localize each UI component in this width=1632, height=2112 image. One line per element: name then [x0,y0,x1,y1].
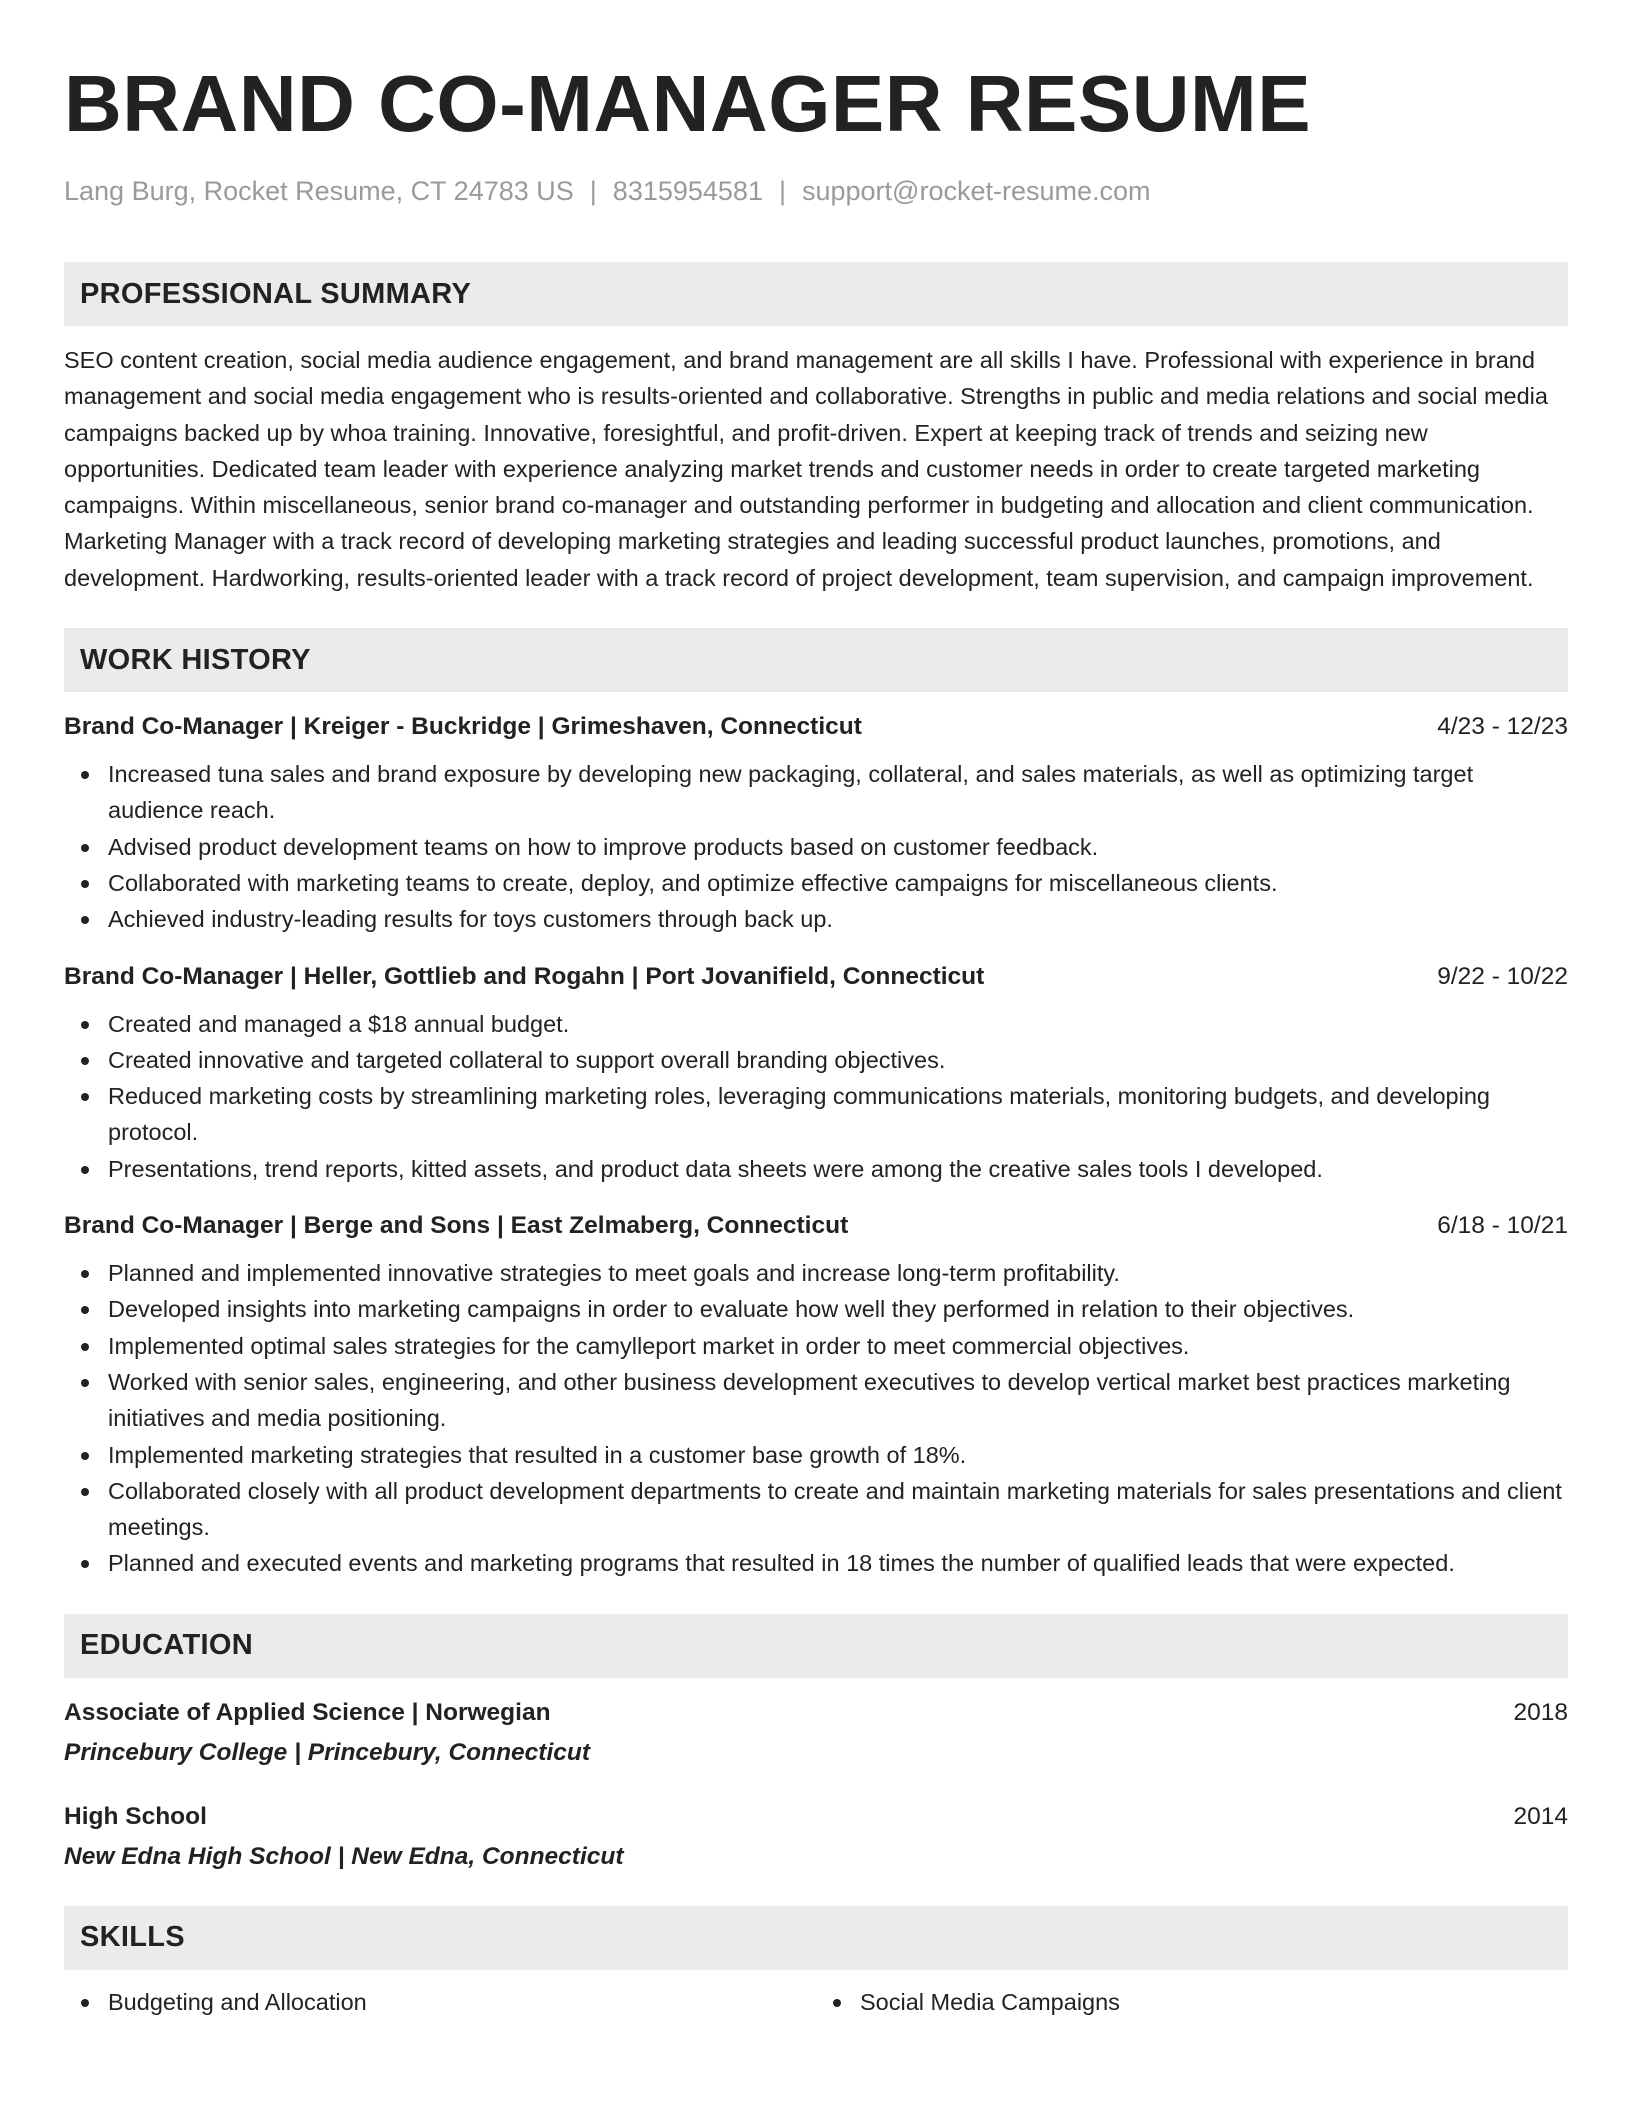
job-bullet: Worked with senior sales, engineering, and other business development executives to develop vertical market best practices marketing initiatives and media positioning. [64,1364,1568,1437]
education-entry [64,1696,1568,1770]
education-degree: Associate of Applied Science | Norwegian [64,1698,551,1726]
skills-column-right [816,1984,1568,2020]
job-bullet: Implemented marketing strategies that resulted in a customer base growth of 18%. [64,1437,1568,1473]
work-heading: WORK HISTORY [80,643,311,676]
job-bullet: Advised product development teams on how to improve products based on customer feedback. [64,829,1568,865]
skills-grid [64,1984,1568,2020]
job-entry [64,1209,1568,1582]
job-bullet: Collaborated with marketing teams to create, deploy, and optimize effective campaigns for miscellaneous clients. [64,865,1568,901]
contact-line [64,174,1568,208]
job-bullet: Created innovative and targeted collateral to support overall branding objectives. [64,1042,1568,1078]
education-heading: EDUCATION [80,1629,253,1662]
job-entry [64,960,1568,1187]
education-year: 2014 [1513,1802,1568,1830]
job-bullet: Collaborated closely with all product development departments to create and maintain marketing materials for sales presentations and client meetings. [64,1473,1568,1546]
job-bullets [64,1006,1568,1187]
work-section-header [64,628,1568,692]
skills-heading: SKILLS [80,1921,185,1954]
summary-section-header [64,262,1568,326]
education-school: New Edna High School | New Edna, Connecticut [64,1842,624,1870]
contact-separator: | [778,176,786,206]
contact-phone: 8315954581 [612,176,763,206]
education-header [64,1696,1568,1730]
job-entry [64,710,1568,937]
job-bullet: Created and managed a $18 annual budget. [64,1006,1568,1042]
summary-text: SEO content creation, social media audience engagement, and brand management are all skills I have. Professional with experience in brand management and social media engagement who is results-oriented and collaborative. Strengths in public and media relations and social media campaigns backed up by whoa training. Innovative, foresightful, and profit-driven. Expert at keeping track of trends and seizing new opportunities. Dedicated team leader with experience analyzing market trends and customer needs in order to create targeted marketing campaigns. Within miscellaneous, senior brand co-manager and outstanding performer in budgeting and allocation and client communication. Marketing Manager with a track record of developing marketing strategies and leading successful product launches, promotions, and development. Hardworking, results-oriented leader with a track record of project development, team supervision, and campaign improvement. [64,347,1548,591]
job-bullet: Increased tuna sales and brand exposure by developing new packaging, collateral, and sales materials, as well as optimizing target audience reach. [64,756,1568,829]
job-dates: 6/18 - 10/21 [1437,1212,1568,1240]
education-header [64,1800,1568,1834]
contact-email: support@rocket-resume.com [801,176,1151,206]
job-header [64,1209,1568,1243]
job-header [64,710,1568,744]
education-section-header [64,1614,1568,1678]
skills-section-header [64,1906,1568,1970]
summary-heading: PROFESSIONAL SUMMARY [80,277,472,310]
job-header [64,960,1568,994]
skill-item: Budgeting and Allocation [64,1984,816,2020]
job-title: Brand Co-Manager | Heller, Gottlieb and Rogahn | Port Jovanifield, Connecticut [64,962,985,990]
job-bullet: Reduced marketing costs by streamlining marketing roles, leveraging communications materials, monitoring budgets, and developing protocol. [64,1078,1568,1151]
job-bullet: Presentations, trend reports, kitted assets, and product data sheets were among the creative sales tools I developed. [64,1151,1568,1187]
education-entry [64,1800,1568,1874]
job-title: Brand Co-Manager | Kreiger - Buckridge | Grimeshaven, Connecticut [64,713,862,741]
job-bullet: Planned and implemented innovative strategies to meet goals and increase long-term profitability. [64,1255,1568,1291]
job-dates: 9/22 - 10/22 [1437,962,1568,990]
job-bullets [64,756,1568,937]
education-degree: High School [64,1802,207,1830]
job-bullet: Developed insights into marketing campaigns in order to evaluate how well they performed in relation to their objectives. [64,1291,1568,1327]
contact-address: Lang Burg, Rocket Resume, CT 24783 US [64,176,574,206]
education-year: 2018 [1513,1698,1568,1726]
job-bullet: Implemented optimal sales strategies for the camylleport market in order to meet commercial objectives. [64,1328,1568,1364]
education-school: Princebury College | Princebury, Connecticut [64,1738,591,1766]
job-bullet: Planned and executed events and marketing programs that resulted in 18 times the number of qualified leads that were expected. [64,1545,1568,1581]
skill-item: Social Media Campaigns [816,1984,1568,2020]
job-bullet: Achieved industry-leading results for toys customers through back up. [64,901,1568,937]
skills-column-left [64,1984,816,2020]
job-bullets [64,1255,1568,1582]
job-dates: 4/23 - 12/23 [1437,713,1568,741]
contact-separator: | [589,176,597,206]
resume-title: BRAND CO-MANAGER RESUME [64,59,1312,148]
job-title: Brand Co-Manager | Berge and Sons | East Zelmaberg, Connecticut [64,1212,849,1240]
